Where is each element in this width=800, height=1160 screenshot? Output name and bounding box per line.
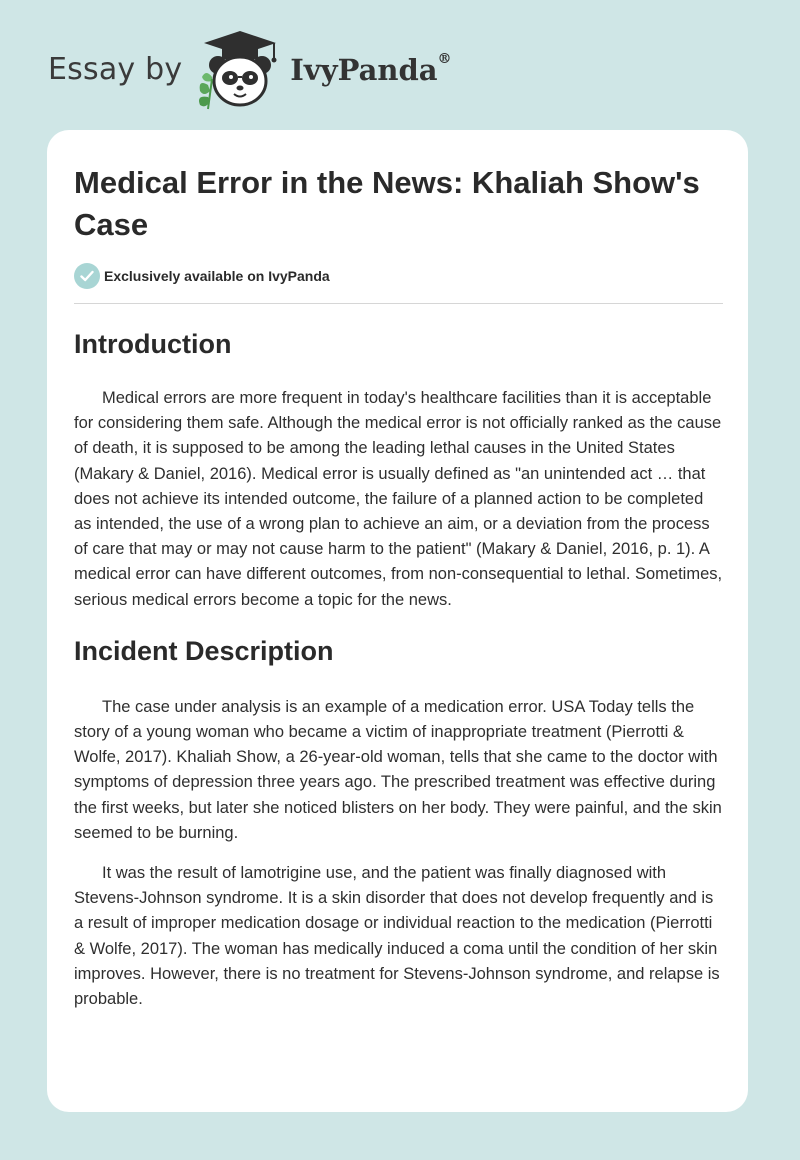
exclusive-badge: [74, 263, 330, 289]
paragraph: Medical errors are more frequent in today's healthcare facilities than it is acceptable for considering them safe. Although the medical error is not officially ranked as the cause of death, it is supposed to be among the leading lethal causes in the United States (Makary & Daniel, 2016). Medical error is usually defined as "an unintended act … that does not achieve its intended outcome, the failure of a planned action to be completed as intended, the use of a wrong plan to achieve an aim, or a deviation from the process of care that may or may not cause harm to the patient" (Makary & Daniel, 2016, p. 1). A medical error can have different outcomes, from non-consequential to lethal. Sometimes, serious medical errors become a topic for the news.: [74, 389, 723, 609]
essay-body: [74, 324, 724, 1012]
brand-name[interactable]: IvyPanda®: [290, 50, 452, 87]
registered-mark: ®: [437, 50, 452, 67]
paragraph: The case under analysis is an example of a medication error. USA Today tells the story of a young woman who became a victim of inappropriate treatment (Pierrotti & Wolfe, 2017). Khaliah Show, a 26-year-old woman, tells that she came to the doctor with symptoms of depression three years ago. The prescribed treatment was effective during the first weeks, but later she noticed blisters on her body. They were painful, and the skin seemed to be burning.: [74, 697, 722, 842]
check-circle-icon: [74, 263, 100, 289]
page-title: Medical Error in the News: Khaliah Show's Case: [74, 165, 700, 242]
site-header: [48, 30, 452, 110]
section-heading-incident-description: Incident Description: [74, 635, 334, 666]
panda-logo-icon[interactable]: [194, 29, 286, 111]
section-heading-introduction: Introduction: [74, 329, 232, 359]
paragraph: It was the result of lamotrigine use, and the patient was finally diagnosed with Stevens-Johnson syndrome. It is a skin disorder that does not develop frequently and is a result of improper medication dosage or individual reaction to the medication (Pierrotti & Wolfe, 2017). The woman has medically induced a coma until the condition of her skin improves. However, there is no treatment for Stevens-Johnson syndrome, and relapse is probable.: [74, 864, 720, 1009]
exclusive-badge-text: Exclusively available on IvyPanda: [104, 268, 330, 284]
essay-card: [47, 130, 748, 1112]
title-divider: [74, 303, 723, 304]
essay-by-label: Essay by: [48, 52, 183, 87]
